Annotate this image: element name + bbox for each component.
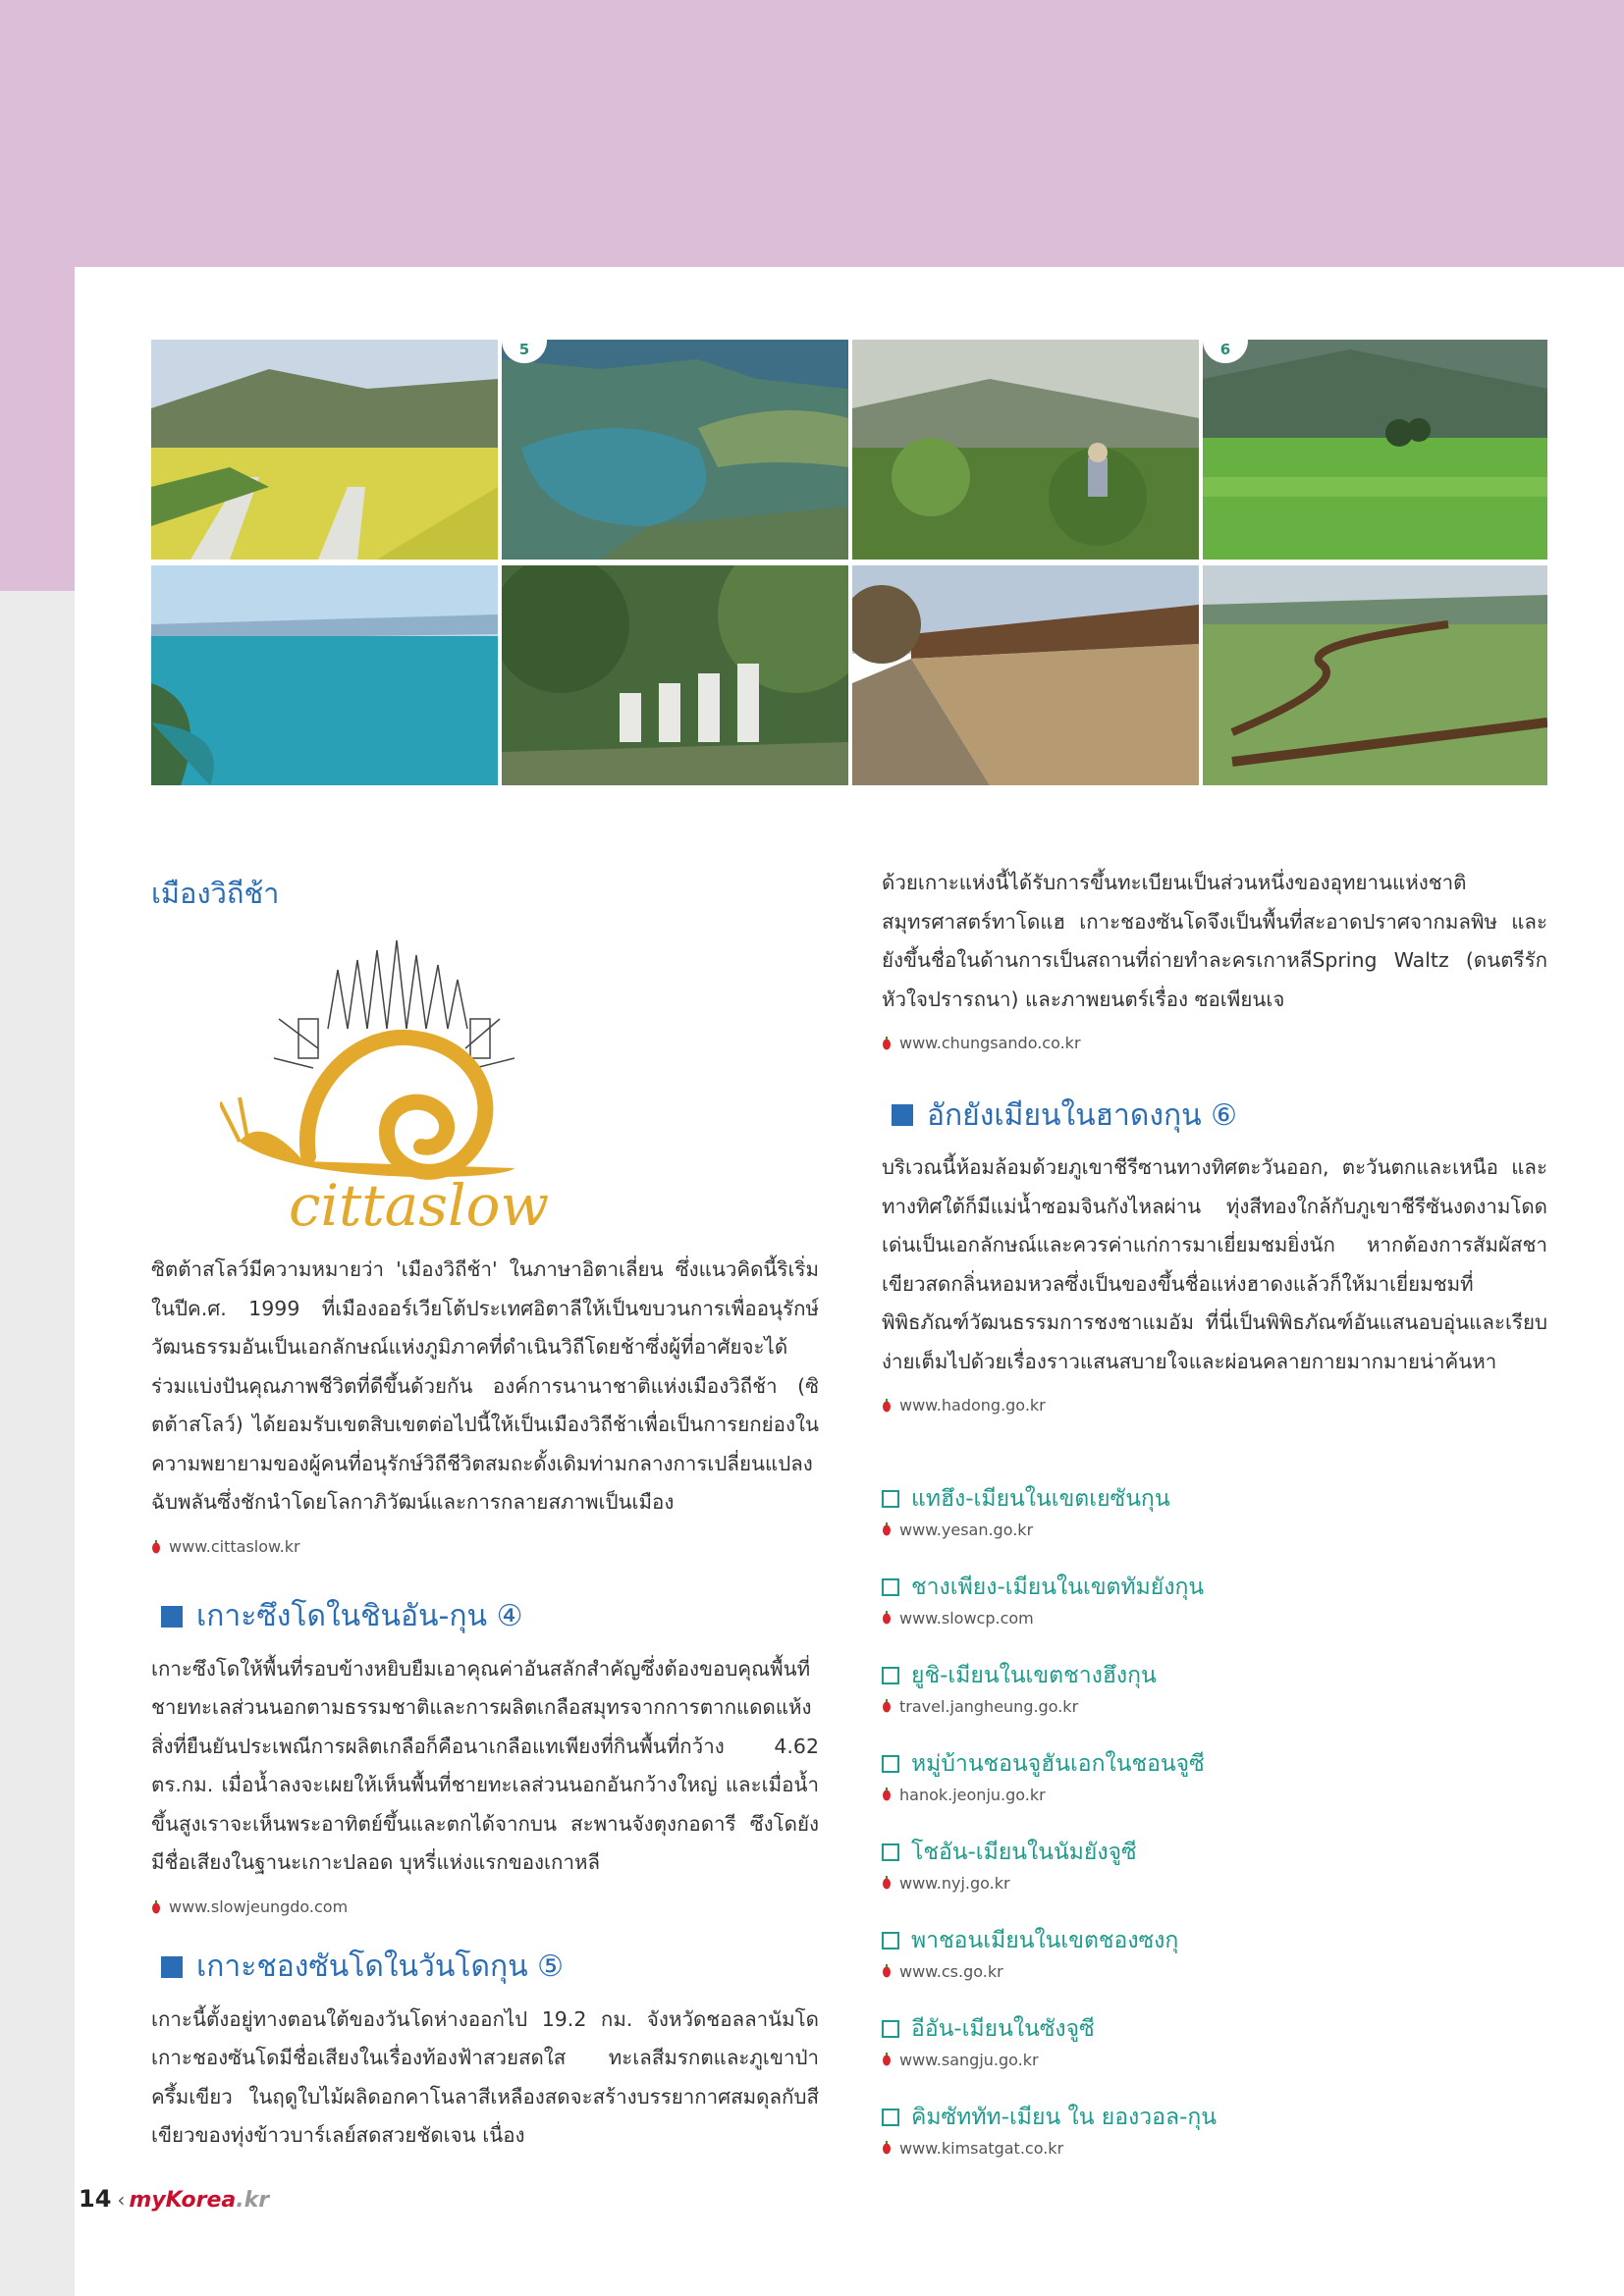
section-title: เกาะชองซันโดในวันโดกุน ⑤ (196, 1949, 565, 1984)
left-column (151, 864, 819, 2156)
section-paragraph-akyang: บริเวณนี้ห้อมล้อมด้วยภูเขาชีรีซานทางทิศตะวันออก, ตะวันตกและเหนือ และทางทิศใต้ก็มีแม่น้ำซอมจินกังไหลผ่าน ทุ่งสีทองใกล้กับภูเขาชีรีซันงดงามโดดเด่นเป็นเอกลักษณ์และควรค่าแก่การมาเยี่ยมชมยิ่งนัก หากต้องการสัมผัสชาเขียวสดกลิ่นหอมหวลซึ่งเป็นของขึ้นชื่อแห่งฮาดงแล้วก็ให้มาเยี่ยมชมที่พิพิธภัณฑ์วัฒนธรรมการชงชาแมอัม ที่นี่เป็นพิพิธภัณฑ์อันแสนอบอุ่นและเรียบง่ายเต็มไปด้วยเรื่องราวแสนสบายใจและผ่อนคลายกายมากมายน่าค้นหา (882, 1155, 1547, 1373)
town-heading (882, 1658, 1547, 1693)
hollow-square-bullet-icon (882, 2020, 899, 2038)
photo-number-tag: 5 (502, 340, 547, 363)
hollow-square-bullet-icon (882, 1667, 899, 1684)
section-url-cheongsando[interactable] (882, 1029, 1547, 1058)
page-number: 14 (79, 2185, 112, 2213)
url-text: www.yesan.go.kr (899, 1520, 1034, 1539)
pepper-bullet-icon (882, 1876, 892, 1890)
list-item (882, 1658, 1547, 1719)
list-item (882, 1570, 1547, 1630)
url-text: www.sangju.go.kr (899, 2050, 1039, 2069)
town-heading (882, 1746, 1547, 1782)
photo-island-bay (502, 340, 848, 560)
town-name: พาชอนเมียนในเขตชองซงกุ (911, 1928, 1179, 1953)
photo-boardwalk-wetland (1203, 565, 1547, 785)
pepper-bullet-icon (882, 1522, 892, 1536)
town-url[interactable] (882, 1870, 1547, 1896)
url-text: www.kimsatgat.co.kr (899, 2138, 1064, 2158)
section-heading-akyang (882, 1094, 1547, 1137)
photo-grid (151, 340, 1547, 785)
magazine-domain-suffix: .kr (236, 2188, 270, 2213)
pepper-bullet-icon (882, 1399, 892, 1413)
photo-stone-wall-alley (852, 565, 1199, 785)
photo-number-tag: 6 (1203, 340, 1248, 363)
cittaslow-logo-text: cittaslow (289, 1172, 550, 1235)
left-band-grey (0, 591, 75, 2296)
intro-title: เมืองวิถีช้า (151, 877, 280, 910)
photo-canola-field (151, 340, 498, 560)
pepper-bullet-icon (882, 1611, 892, 1625)
section-title: อักยังเมียนในฮาดงกุน ⑥ (927, 1097, 1238, 1133)
town-heading (882, 1481, 1547, 1517)
page-footer (79, 2185, 269, 2224)
hollow-square-bullet-icon (882, 2109, 899, 2126)
section-paragraph-cheongsando-part2: ด้วยเกาะแห่งนี้ได้รับการขึ้นทะเบียนเป็นส่วนหนึ่งของอุทยานแห่งชาติสมุทรศาสตร์ทาโดแฮ เกาะชองซันโดจึงเป็นพื้นที่สะอาดปราศจากมลพิษ และยังขึ้นชื่อในด้านการเป็นสถานที่ถ่ายทำละครเกาหลีSpring Waltz (ดนตรีรักหัวใจปรารถนา) และภาพยนตร์เรื่อง ซอเพียนเจ (882, 871, 1547, 1011)
town-name: ชางเพียง-เมียนในเขตทัมยังกุน (911, 1575, 1205, 1600)
photo-tea-field (852, 340, 1199, 560)
url-text: www.cittaslow.kr (169, 1536, 300, 1556)
town-name: โชอัน-เมียนในนัมยังจูซี (911, 1840, 1137, 1865)
left-band-pink (0, 267, 75, 591)
town-url[interactable] (882, 1782, 1547, 1807)
town-heading (882, 2100, 1547, 2135)
hollow-square-bullet-icon (882, 1490, 899, 1508)
section-url-akyang[interactable] (882, 1391, 1547, 1420)
list-item (882, 1835, 1547, 1896)
town-name: ยูชิ-เมียนในเขตชางฮึงกุน (911, 1663, 1157, 1688)
section-paragraph-jeungdo: เกาะซึงโดให้พื้นที่รอบข้างหยิบยืมเอาคุณค่าอันสลักสำคัญซึ่งต้องขอบคุณพื้นที่ชายทะเลส่วนนอกตามธรรมชาติและการผลิตเกลือสมุทรจากการตากแดดแห้ง สิ่งที่ยืนยันประเพณีการผลิตเกลือก็คือนาเกลือแทเพียงที่กินพื้นที่กว้าง 4.62 ตร.กม. เมื่อน้ำลงจะเผยให้เห็นพื้นที่ชายทะเลส่วนนอกอันกว้างใหญ่ และเมื่อน้ำขึ้นสูงเราจะเห็นพระอาทิตย์ขึ้นและตกได้จากบน สะพานจังตุงกอดารี ซึงโดยังมีชื่อเสียงในฐานะเกาะปลอด บุหรี่แห่งแรกของเกาหลี (151, 1656, 819, 1874)
section-paragraph-cheongsando-part1: เกาะนี้ตั้งอยู่ทางตอนใต้ของวันโดห่างออกไป 19.2 กม. จังหวัดชอลลานัมโด เกาะชองซันโดมีชื่อเสียงในเรื่องท้องฟ้าสวยสดใส ทะเลสีมรกตและภูเขาป่าครึ้มเขียว ในฤดูใบไม้ผลิดอกคาโนลาสีเหลืองสดจะสร้างบรรยากาศสมดุลกับสีเขียวของทุ่งข้าวบาร์เลย์สดสวยชัดเจน เนื่อง (151, 2006, 819, 2147)
magazine-brand: myKorea (129, 2188, 237, 2213)
hollow-square-bullet-icon (882, 1755, 899, 1773)
url-text: www.cs.go.kr (899, 1961, 1003, 1981)
hollow-square-bullet-icon (882, 1578, 899, 1596)
list-item (882, 2011, 1547, 2072)
pepper-bullet-icon (151, 1540, 161, 1554)
town-heading (882, 2011, 1547, 2047)
pepper-bullet-icon (882, 1037, 892, 1050)
pepper-bullet-icon (882, 1699, 892, 1713)
town-heading (882, 1570, 1547, 1605)
footer-separator: ‹ (117, 2188, 126, 2212)
blue-square-bullet-icon (161, 1956, 183, 1978)
town-heading (882, 1835, 1547, 1870)
photo-monks-walking (502, 565, 848, 785)
section-heading-cheongsando (151, 1946, 819, 1989)
list-item (882, 1481, 1547, 1542)
section-url-jeungdo[interactable] (151, 1893, 819, 1922)
town-url[interactable] (882, 1958, 1547, 1984)
hollow-square-bullet-icon (882, 1932, 899, 1949)
url-text: www.chungsando.co.kr (899, 1034, 1081, 1052)
list-item (882, 2100, 1547, 2161)
town-name: หมู่บ้านชอนจูฮันเอกในชอนจูซี (911, 1751, 1205, 1777)
other-towns-list (882, 1481, 1547, 2161)
list-item (882, 1923, 1547, 1984)
hollow-square-bullet-icon (882, 1843, 899, 1861)
header-band (0, 0, 1624, 267)
pepper-bullet-icon (151, 1900, 161, 1914)
cittaslow-logo (220, 911, 573, 1235)
town-url[interactable] (882, 2135, 1547, 2161)
section-heading-jeungdo (151, 1595, 819, 1638)
blue-square-bullet-icon (161, 1606, 183, 1628)
town-url[interactable] (882, 2047, 1547, 2072)
url-text: www.slowcp.com (899, 1608, 1034, 1628)
url-text: www.nyj.go.kr (899, 1873, 1010, 1893)
photo-sea-coast (151, 565, 498, 785)
list-item (882, 1746, 1547, 1807)
town-name: คิมซัททัท-เมียน ใน ยองวอล-กุน (911, 2105, 1218, 2130)
blue-square-bullet-icon (892, 1104, 913, 1126)
town-heading (882, 1923, 1547, 1958)
url-text: hanok.jeonju.go.kr (899, 1785, 1046, 1804)
photo-rice-field (1203, 340, 1547, 560)
town-name: อีอัน-เมียนในซังจูซี (911, 2016, 1095, 2042)
pepper-bullet-icon (882, 2141, 892, 2155)
url-text: www.hadong.go.kr (899, 1396, 1046, 1415)
town-url[interactable] (882, 1693, 1547, 1719)
town-url[interactable] (882, 1605, 1547, 1630)
intro-paragraph: ซิตต้าสโลว์มีความหมายว่า 'เมืองวิถีช้า' ในภาษาอิตาเลี่ยน ซึ่งแนวคิดนี้ริเริ่มในปีค.ศ. 1999 ที่เมืองออร์เวียโต้ประเทศอิตาลีให้เป็นขบวนการเพื่ออนุรักษ์วัฒนธรรมอันเป็นเอกลักษณ์แห่งภูมิภาคที่ดำเนินวิถีโดยช้าซึ่งผู้ที่อาศัยจะได้ร่วมแบ่งปันคุณภาพชีวิตที่ดีขึ้นด้วยกัน องค์การนานาชาติแห่งเมืองวิถีช้า (ซิตต้าสโลว์) ได้ยอมรับเขตสิบเขตต่อไปนี้ให้เป็นเมืองวิถีช้าเพื่อเป็นการยกย่องในความพยายามของผู้คนที่อนุรักษ์วิถีชีวิตสมถะดั้งเดิมท่ามกลางการเปลี่ยนแปลงฉับพลันซึ่งชักนำโดยโลกาภิวัฒน์และการกลายสภาพเป็นเมือง (151, 1257, 819, 1514)
intro-url[interactable] (151, 1532, 819, 1562)
town-name: แทฮึง-เมียนในเขตเยซันกุน (911, 1486, 1170, 1512)
town-url[interactable] (882, 1517, 1547, 1542)
section-title: เกาะซึงโดในชินอัน-กุน ④ (196, 1599, 523, 1633)
pepper-bullet-icon (882, 1964, 892, 1978)
right-column (882, 864, 1547, 2161)
url-text: travel.jangheung.go.kr (899, 1696, 1079, 1716)
pepper-bullet-icon (882, 1788, 892, 1801)
url-text: www.slowjeungdo.com (169, 1896, 349, 1916)
pepper-bullet-icon (882, 2053, 892, 2066)
